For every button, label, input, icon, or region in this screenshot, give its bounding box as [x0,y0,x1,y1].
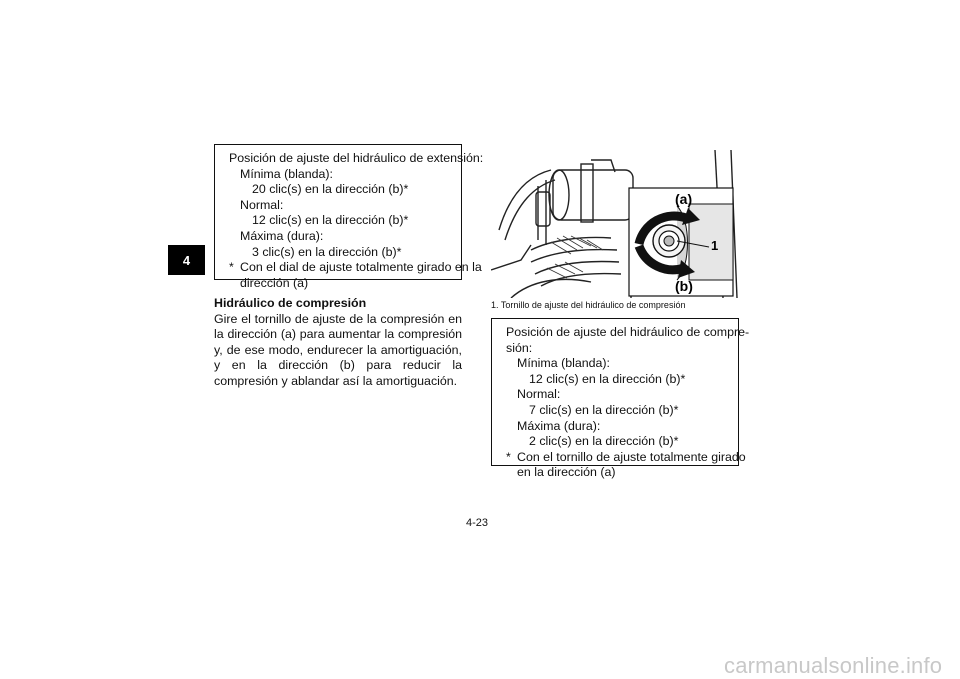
compression-title-line1: Posición de ajuste del hidráulico de compre- [506,325,750,339]
chapter-tab: 4 [168,245,205,275]
compression-section [214,296,462,390]
extension-normal-value: 12 clic(s) en la dirección (b)* [252,213,409,228]
compression-note-line2: en la dirección (a) [517,465,616,480]
watermark: carmanualsonline.info [724,653,943,678]
extension-max-value: 3 clic(s) en la dirección (b)* [252,244,402,259]
compression-heading: Hidráulico de compresión [214,296,367,310]
compression-max-label: Máxima (dura): [517,418,601,433]
compression-normal-value: 7 clic(s) en la dirección (b)* [529,402,679,417]
compression-note-line1: Con el tornillo de ajuste totalmente girado [517,449,746,464]
illustration-caption: 1. Tornillo de ajuste del hidráulico de compresión [491,300,686,310]
compression-min-value: 12 clic(s) en la dirección (b)* [529,371,686,386]
shock-absorber-illustration [491,150,739,298]
extension-note [229,260,482,291]
compression-title-line2: sión: [506,340,533,355]
extension-title: Posición de ajuste del hidráulico de extensión: [229,151,484,165]
compression-body: Gire el tornillo de ajuste de la compresión en la dirección (a) para aumentar la compresión y, de ese modo, endurecer la amortiguación, y en la dirección (b) para reducir la compresión y ablandar así la amortiguación. [214,311,462,388]
compression-min-label: Mínima (blanda): [517,356,610,371]
compression-settings-box [491,318,750,480]
extension-note-line2: dirección (a) [240,275,309,290]
extension-min-label: Mínima (blanda): [240,166,333,181]
page-number: 4-23 [466,517,489,529]
compression-max-value: 2 clic(s) en la dirección (b)* [529,434,679,449]
compression-note [506,449,746,481]
extension-settings-box [214,144,484,290]
extension-note-line1: Con el dial de ajuste totalmente girado en la [240,260,482,275]
label-b: (b) [675,278,693,294]
callout-1: 1 [711,238,719,253]
compression-normal-label: Normal: [517,387,561,402]
extension-note-mark: * [229,260,234,275]
compression-note-mark: * [506,449,511,464]
label-a: (a) [675,191,693,207]
extension-normal-label: Normal: [240,197,284,212]
extension-max-label: Máxima (dura): [240,228,324,243]
extension-min-value: 20 clic(s) en la dirección (b)* [252,182,409,197]
